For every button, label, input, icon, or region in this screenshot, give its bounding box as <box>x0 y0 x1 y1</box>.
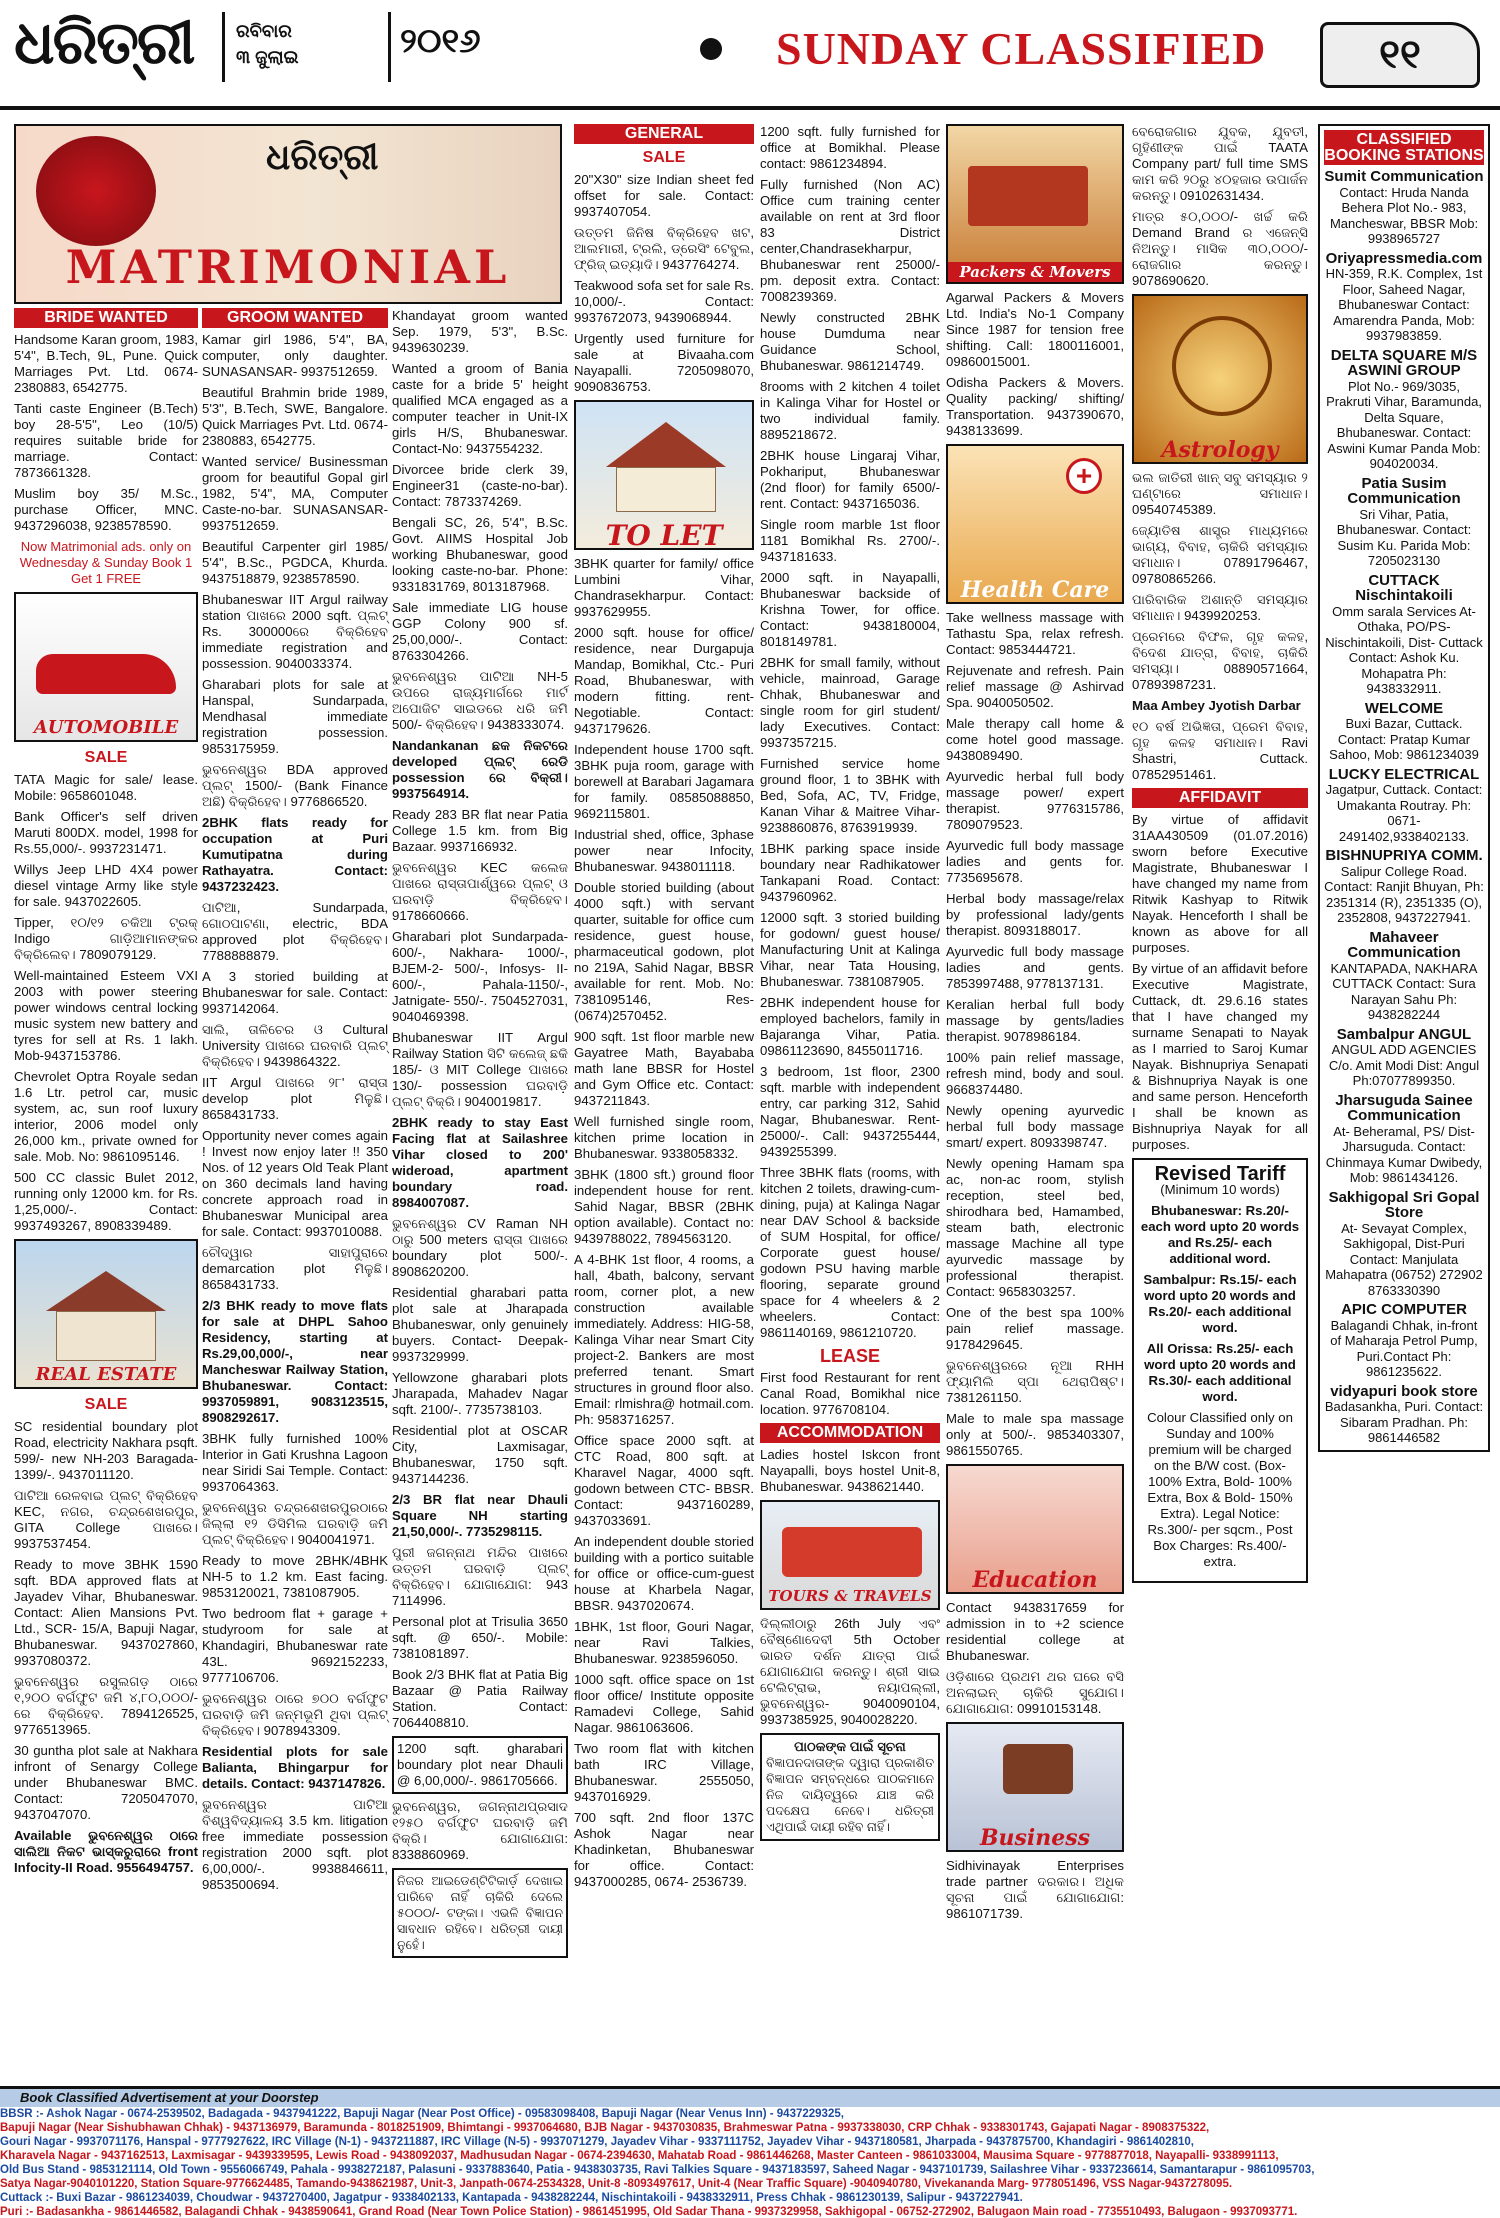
ad-text: Muslim boy 35/ M.Sc., purchase Officer, MNC. 9437296038, 9238578590. <box>14 486 198 533</box>
ad-text: ଭୁବନେଶ୍ୱର KEC କଲେଜ ପାଖରେ ରାସ୍ତାପାର୍ଶ୍ୱରେ ପ୍ଲଟ୍ ଓ ଘରବାଡ଼ି ବିକ୍ରିହେବ। 9178660666. <box>392 860 568 923</box>
issue-date <box>236 18 299 70</box>
bullet-icon <box>700 38 722 60</box>
ad-text: 3BHK fully furnished 100% Interior in Gati Krushna Lagoon near Siridi Sai Temple. Contact: 9937064363. <box>202 1431 388 1494</box>
tariff-title: Revised Tariff <box>1154 1163 1286 1185</box>
ad-text: Agarwal Packers & Movers Ltd. India's No-1 Company Since 1987 for tension free shifting. Call: 1800116001, 09860015001. <box>946 290 1124 369</box>
accommodation-heading: ACCOMMODATION <box>760 1423 940 1443</box>
station-name: Oriyapressmedia.com <box>1325 249 1483 267</box>
ad-text: 2BHK independent house for employed bachelors, family in Bajaranga Vihar, Patia. 09861123690, 8455011716. <box>760 995 940 1058</box>
ad-text: ବେରୋଜଗାର ଯୁବକ, ଯୁବତୀ, ଗୃହିଣୀଙ୍କ ପାଇଁ TAATA Company part/ full time SMS କାମ କରି ୨୦ରୁ ୪୦ହଜାର ଉପାର୍ଜନ କରନ୍ତୁ। 09102631434. <box>1132 124 1308 203</box>
station-address: At- Sevayat Complex, Sakhigopal, Dist-Puri Contact: Manjulata Mahapatra (06752) 272902 8763330390 <box>1325 1220 1483 1298</box>
booking-stations <box>1318 124 1490 1452</box>
ad-text: ଭୁବନେଶ୍ୱର ରସୁଲଗଡ଼ ଠାରେ ୧,୨୦୦ ବର୍ଗଫୁଟ ଜମି ୪,୮୦,୦୦୦/-ରେ ବିକ୍ରିହେବ. 7894126525, 9776513965. <box>14 1674 198 1737</box>
ad-text: ଭୁବନେଶ୍ୱର ଚନ୍ଦ୍ରଶେଖରପୁରଠାରେ ଜିଲ୍ଲା ୧୨ ଡିସିମିଲ ଘରବାଡ଼ି ଜମି ପ୍ଲଟ୍ ବିକ୍ରିହେବ। 9040041971. <box>202 1500 388 1547</box>
station-name: WELCOME <box>1364 699 1444 717</box>
ad-text: Beautiful Carpenter girl 1985/ 5'4", B.Sc., PGDCA, Khurda. 9437518879, 9238578590. <box>202 539 388 586</box>
ad-text: First food Restaurant for rent Canal Road, Bomikhal nice location. 9776708104. <box>760 1370 940 1417</box>
footer-row: Puri :- Badasankha - 9861446582, Balagandi Chhak - 9438590641, Grand Road (Near Town Police Station) - 9861451995, Old Sadar Thana - 9937329958, Sakhigopal - 06752-272902, Balugaon Main road - 7735510493, Balugaon - 9937093771. <box>0 2206 1298 2218</box>
health-care-image <box>946 444 1124 604</box>
column-3 <box>392 308 568 1963</box>
tariff-row: Colour Classified only on Sunday and 100% premium will be charged on the B/W cost. (Box-100% Extra, Bold- 100% Extra, Box & Bold- 150% Extra). Legal Notice: Rs.300/- per sqcm., Post Box Charges: Rs.400/- extra. <box>1147 1410 1293 1569</box>
issue-year: ୨୦୧୬ <box>400 22 481 60</box>
packers-image <box>946 124 1124 284</box>
section-title: SUNDAY CLASSIFIED <box>776 23 1267 74</box>
footer-doorstep <box>0 2086 1500 2218</box>
ad-text: Double storied building (about 4000 sqft.) with servant quarter, suitable for office cum residence, guest house, pharmaceutical godown, plot no 219A, Sahid Nagar, BBSR available for rent. Mob. No: 7381095146, Res- (0674)2570452. <box>574 880 754 1023</box>
station-address: HN-359, R.K. Complex, 1st Floor, Saheed Nagar, Bhubaneswar Contact: Amarendra Panda, Mob: 9937983859. <box>1325 266 1483 343</box>
ad-text: SC residential boundary plot Road, electricity Nakhara psqft. 599/- new NH-203 Baragada-1399/-. 9437011120. <box>14 1419 198 1482</box>
ad-text: Gharabari plot Sundarpada- 600/-, Nakhara- 1000/-, BJEM-2- 500/-, Infosys- II-600/-, Pahala-1150/-, Jatnigate- 550/-. 7504527031, 9040469398. <box>392 929 568 1024</box>
ad-text: ଜ୍ୟୋତିଷ ଶାସ୍ତ୍ର ମାଧ୍ୟମରେ ଭାଗ୍ୟ, ବିବାହ, ଚାକିରି ସମସ୍ୟାର ସମାଧାନ। 07891796467, 09780865266. <box>1132 523 1308 586</box>
ad-text: 3 bedroom, 1st floor, 2300 sqft. marble with independent entry, car parking 312, Sahid Nagar, Bhubaneswar. Rent- 25000/-. Call: 9437255444, 9439255399. <box>760 1064 940 1159</box>
ad-text: ପାଟିଆ, Sundarpada, ଗୋଠପାଟଣା, electric, BDA approved plot ବିକ୍ରିହେବ। 7788888879. <box>202 900 388 963</box>
ad-text: 1000 sqft. office space on 1st floor office/ Institute opposite Ramadevi College, Sahid Nagar. 9861063606. <box>574 1672 754 1735</box>
divider <box>388 12 391 82</box>
to-let-image <box>574 400 754 550</box>
ad-text: ସାଲି, ତାଳିଚେର ଓ Cultural University ପାଖରେ ଘରବାରି ପ୍ଲଟ୍ ବିକ୍ରିହେବ। 9439864322. <box>202 1022 388 1069</box>
ad-text: Residential gharabari patta plot sale at Jharapada Bhubaneswar, only genuinely buyers. Contact- Deepak-9937329999. <box>392 1285 568 1364</box>
footer-row: Cuttack :- Buxi Bazar - 9861234039, Choudwar - 9437270400, Jagatpur - 9338402133, Kantapada - 9438282244, Nischintakoili - 9438332911, Press Chhak - 9861230139, Salipur - 9437227941. <box>0 2192 1023 2204</box>
astro-name: Maa Ambey Jyotish Darbar <box>1132 698 1301 713</box>
ad-text: A 4-BHK 1st floor, 4 rooms, a hall, 4bath, balcony, servant room, corner plot, a new construction available immediately. Address: HIG-58, Kalinga Vihar near Smart City project-2. Bankers are most preferred tenant. Smart structures in ground floor also. Email: rlmishra@ hotmail.com. Ph: 9583716257. <box>574 1252 754 1427</box>
ad-text: ପୁରୀ ଜଗନ୍ନାଥ ମନ୍ଦିର ପାଖରେ ଉତ୍ତମ ଘରବାଡ଼ି ପ୍ଲଟ୍ ବିକ୍ରିହେବ। ଯୋଗାଯୋଗ: 943 7114996. <box>392 1545 568 1608</box>
ad-text: Ladies hostel Iskcon front Nayapalli, boys hostel Unit-8, Bhubaneswar. 9438621440. <box>760 1447 940 1494</box>
ad-text: Wanted service/ Businessman groom for beautiful Gopal girl 1982, 5'4", MA, Computer Caste-no-bar. SUNASANSAR- 9937512659. <box>202 454 388 533</box>
ad-text: ଓଡ଼ିଶାରେ ପ୍ରଥମ ଥର ଘରେ ବସି ଅନଲାଇନ୍ ଚାକିରି ସୁଯୋଗ। ଯୋଗାଯୋଗ: 09910153148. <box>946 1669 1124 1716</box>
car-icon <box>36 654 176 694</box>
automobile-caption: AUTOMOBILE <box>33 717 179 738</box>
ad-text: Teakwood sofa set for sale Rs. 10,000/-. Contact: 9937672073, 9439068944. <box>574 278 754 325</box>
real-estate-image <box>14 1239 198 1389</box>
ad-text: 2BHK ready to stay East Facing flat at Sailashree Vihar closed to 200' wideroad, apartment boundary road. 8984007087. <box>392 1115 568 1210</box>
ad-text: Yellowzone gharabari plots Jharapada, Mahadev Nagar sqft. 2100/-. 7735738103. <box>392 1370 568 1417</box>
astrology-image <box>1132 294 1308 464</box>
ad-text: Newly constructed 2BHK house Dumduma near Guidance School, Bhubaneswar. 9861214749. <box>760 310 940 373</box>
ad-text: Newly opening Hamam spa ac, non-ac room, stylish reception, steel bed, shirodhara bed, Hamambed, steam bath, electronic massage Machine all type ayurvedic massage by professional therapist. Contact: 9658303257. <box>946 1156 1124 1299</box>
ad-text: Take wellness massage with Tathastu Spa, relax refresh. Contact: 9853444721. <box>946 610 1124 657</box>
footer-row: Bapuji Nagar (Near Sishubhawan Chhak) - 9437136979, Baramunda - 8018251909, Bhimtangi - 9937064680, BJB Nagar - 9437030835, Brahmeswar Patna - 9937338030, CRP Chhak - 9338301743, Gajapati Nagar - 8908375322, <box>0 2122 1210 2134</box>
ad-text: Newly opening ayurvedic herbal full body massage smart/ expert. 8093398747. <box>946 1103 1124 1150</box>
ad-text: 1BHK parking space inside boundary near Radhikatower Tankapani Road. Contact: 9437960962. <box>760 841 940 904</box>
ad-text: Tanti caste Engineer (B.Tech) boy 28-5'5", Leo (10/5) requires suitable bride for marriage. Contact: 7873661328. <box>14 401 198 480</box>
ad-text: Kamar girl 1986, 5'4", BA, computer, only daughter. SUNASANSAR- 9937512659. <box>202 332 388 379</box>
column-5 <box>760 124 940 1841</box>
education-caption: Education <box>972 1567 1098 1593</box>
station-name: BISHNUPRIYA COMM. <box>1325 847 1483 864</box>
ad-text: 500 CC classic Bulet 2012, running only 12000 km. for Rs. 1,25,000/-. Contact: 9937493267, 8908339489. <box>14 1170 198 1233</box>
ad-text: Sale immediate LIG house GGP Colony 900 sf. 25,00,000/-. Contact: 8763304266. <box>392 600 568 663</box>
ad-text: Ready to move 2BHK/4BHK NH-5 to 1.2 km. East facing. 9853120021, 7381087905. <box>202 1553 388 1600</box>
ad-text: 2000 sqft. in Nayapalli, Bhubaneswar backside of Krishna Tower, for office. Contact: 9438180004, 8018149781. <box>760 570 940 649</box>
tariff-min: (Minimum 10 words) <box>1160 1182 1280 1197</box>
ad-text: Gharabari plots for sale at Hanspal, Sundarpada, Mendhasal immediate registration possession. 9853175959. <box>202 677 388 756</box>
ad-text: 1BHK, 1st floor, Gouri Nagar, near Ravi Talkies, Bhubaneswar. 9238596050. <box>574 1619 754 1666</box>
ad-text: Ready 283 BR flat near Patia College 1.5 km. from Big Bazaar. 9937166932. <box>392 807 568 854</box>
ad-text: ଚୌଦ୍ୱାର ସାହାପୁରାରେ demarcation plot ମିଳୁଛି। 8658431733. <box>202 1245 388 1292</box>
ad-text: Opportunity never comes again ! Invest now enjoy later !! 350 Nos. of 12 years Old Teak Plant on 360 decimals land having concrete approach road in Bhubaneswar Municipal area for sale. Contact: 9937010088. <box>202 1128 388 1239</box>
truck-icon <box>968 166 1088 226</box>
ad-text: ଭୁବନେଶ୍ୱରରେ ନୂଆ RHH ଫ୍ୟାମିଲି ସ୍ପା ଥେରାପିଷ୍ଟ। 7381261150. <box>946 1358 1124 1405</box>
business-image <box>946 1722 1124 1852</box>
ad-text: Male therapy call home & come hotel good massage. 9438089490. <box>946 716 1124 763</box>
station-address: Badasankha, Puri. Contact: Sibaram Pradhan. Ph: 9861446582 <box>1324 1399 1484 1445</box>
station-name: Sumit Communication <box>1324 168 1484 185</box>
ad-text: Bank Officer's self driven Maruti 800DX. model, 1998 for Rs.55,000/-. 9937231471. <box>14 809 198 856</box>
station-name: Mahaveer Communication <box>1347 928 1461 961</box>
ad-text: 1200 sqft. fully furnished for office at Bomikhal. Please contact: 9861234894. <box>760 124 940 171</box>
ad-text: ପ୍ରେମରେ ବିଫଳ, ଗୃହ କଳହ, ବିଦେଶ ଯାତ୍ରା, ବିବାହ, ଚାକିରି ସମସ୍ୟା। 08890571664, 07893987231. <box>1132 629 1308 692</box>
station-name: LUCKY ELECTRICAL <box>1328 765 1480 783</box>
reader-notice <box>760 1733 940 1841</box>
ad-text: Herbal body massage/relax by professional lady/gents therapist. 8093188017. <box>946 891 1124 938</box>
automobile-image <box>14 592 198 742</box>
zodiac-wheel-icon <box>1172 316 1272 416</box>
station-address: At- Beheramal, PS/ Dist- Jharsuguda. Contact: Chinmaya Kumar Dwibedy, Mob: 9861434126. <box>1325 1123 1483 1185</box>
ad-text: Handsome Karan groom, 1983, 5'4", B.Tech, 9L, Pune. Quick Marriages Pvt. Ltd. 0674-2380883, 6542775. <box>14 332 199 395</box>
bride-wanted-heading: BRIDE WANTED <box>14 308 198 328</box>
ad-text: An independent double storied building with a portico suitable for office or office-cum-guest house at Kharbela Nagar, BBSR. 9437020674. <box>574 1534 754 1613</box>
ad-text: Odisha Packers & Movers. Quality packing/ shifting/ Transportation. 9437390670, 9438133699. <box>946 375 1124 438</box>
station-name: vidyapuri book store <box>1330 1382 1478 1400</box>
ad-text: Independent house 1700 sqft. 3BHK puja room, garage with borewell at Barabari Jagamara for family. 08585088850, 9692115801. <box>574 742 754 821</box>
ad-text: Two room flat with kitchen bath IRC Village, Bhubaneswar. 2555050, 9437016929. <box>574 1741 754 1804</box>
affidavit-heading: AFFIDAVIT <box>1132 788 1308 808</box>
ad-text: 900 sqft. 1st floor marble new Gayatree Math, Bayababa math lane BBSR for Hostel and Gym Office etc. Contact: 9437211843. <box>574 1029 754 1108</box>
ad-text: Bhubaneswar IIT Argul Railway Station ସିଟି କଲେଜ୍ ଛକି 185/- ଓ MIT College ପାଖରେ 130/- possession ଘରବାଡ଼ି ପ୍ଲଟ୍ ବିକ୍ରି। 9040019817. <box>392 1030 568 1109</box>
station-name: DELTA SQUARE M/S ASWINI GROUP <box>1330 346 1478 379</box>
footer-row: Kharavela Nagar - 9437162513, Laxmisagar - 9439339595, Lewis Road - 9438092037, Madhusudan Nagar - 0674-2394630, Mahatab Road - 9861446268, Master Canteen - 9861033004, Mausima Square - 9778877018, Nayapalli- 9338991113, <box>0 2150 1279 2162</box>
bus-icon <box>782 1527 922 1577</box>
ad-text: ପାଟିଆ ରେଳବାଇ ପ୍ଲଟ୍ ବିକ୍ରିହେବ KEC, ନଗର, ଚନ୍ଦ୍ରଶେଖରପୁର, GITA College ପାଖରେ। 9937537454. <box>14 1488 198 1551</box>
education-image <box>946 1464 1124 1594</box>
ad-text: 2000 sqft. house for office/ residence, near Durgapuja Mandap, Bomikhal, Ctc.- Puri Road, Bhubaneswar, with modern fitting. rent-Negotiable. Contact: 9437179626. <box>574 625 754 736</box>
house-icon <box>606 422 726 467</box>
ad-text: Ayurvedic full body massage ladies and gents for. 7735695678. <box>946 838 1124 885</box>
station-name: CUTTACK Nischintakoili <box>1355 571 1453 604</box>
ad-text: Khandayat groom wanted Sep. 1979, 5'3", B.Sc. 9439630239. <box>392 308 568 355</box>
footer-row: Gouri Nagar - 9937071176, Hanspal - 9777927622, IRC Village (N-1) - 9437211887, IRC Village (N-5) - 9937071279, Jayadev Vihar - 9337111752, Jayadev Vihar - 9437180581, Jharpada - 9437875700, Khandagiri - 9861402810, <box>0 2136 1194 2148</box>
newspaper-logo: ଧରିତ୍ରୀ <box>14 8 194 78</box>
tariff-box <box>1132 1158 1308 1583</box>
real-estate-caption: REAL ESTATE <box>35 1364 177 1385</box>
ad-text: 100% pain relief massage, refresh mind, body and soul. 9668374480. <box>946 1050 1124 1097</box>
ad-text: ଭୁବନେଶ୍ୱର ପାଟିଆ NH-5 ଉପରେ ରାଜ୍ୟମାର୍ଗରେ ମାର୍ଟ ଅପୋଜିଟ ସାଇଡରେ ଧରି ଜମି 500/- ବିକ୍ରିହେବ। 9438333074. <box>392 669 568 732</box>
ad-text: ଭୁବନେଶ୍ୱର BDA approved ପ୍ଲଟ୍ 1500/- (Bank Finance ଅଛି) ବିକ୍ରିହେବ। 9776866520. <box>202 762 388 809</box>
station-address: Jagatpur, Cuttack. Contact: Umakanta Routray. Ph: 0671-2491402,9338402133. <box>1325 782 1483 844</box>
station-name: Jharsuguda Sainee Communication <box>1335 1091 1473 1124</box>
ad-text: Fully furnished (Non AC) Office cum training center available on rent at 3rd floor 83 District center,Chandrasekharpur, Bhubaneswar rent 25000/- pm. deposit extra. Contact: 7008239369. <box>760 177 940 304</box>
ad-text: Tipper, ୧୦/୧୨ ଚକିଆ ଟ୍ରକ୍ Indigo ଗାଡ଼ିଆମାନଙ୍କର ବିକ୍ରିଲେବ। 7809079129. <box>14 915 198 962</box>
ad-text: Sidhivinayak Enterprises trade partner ଦରକାର। ଅଧିକ ସୂଚନା ପାଇଁ ଯୋଗାଯୋଗ: 9861071739. <box>946 1858 1124 1921</box>
divider <box>222 12 225 82</box>
ad-text: Residential plots for sale Balianta, Bhingarpur for details. Contact: 9437147826. <box>202 1744 388 1791</box>
ad-text: 2BHK house Lingaraj Vihar, Pokhariput, Bhubaneswar (2nd floor) for family 6500/- rent. Contact: 9437165036. <box>760 448 940 511</box>
promo-text: Now Matrimonial ads. only on Wednesday & Sunday Book 1 Get 1 FREE <box>19 539 193 586</box>
footer-row: Old Bus Stand - 9853121114, Old Town - 9556066749, Pahala - 9938272187, Palasuni - 9337883640, Patia - 9438303735, Ravi Talkies Square - 9437183597, Saheed Nagar - 9437101739, Sailashree Vihar - 9337236614, Samantarapur - 9861095703, <box>0 2164 1315 2176</box>
column-6 <box>946 124 1124 1927</box>
ad-text: Furnished service home ground floor, 1 to 3BHK with Bed, Sofa, AC, TV, Fridge, Kanan Vihar & Maitree Vihar- 9238860876, 8763919939. <box>760 756 940 835</box>
footer-row: Satya Nagar-9040101220, Station Square-9776624485, Tamando-9438621987, Unit-3, Janpath-0674-2534328, Unit-8 -8093497617, Unit-4 (Near Traffic Square) -9040940780, Vivekananda Marg- 9778051496, VSS Nagar-9437278095. <box>0 2178 1233 2190</box>
ad-text: Willys Jeep LHD 4X4 power diesel vintage Army like style for sale. 9437022605. <box>14 862 198 909</box>
ad-text: Book 2/3 BHK flat at Patia Big Bazaar @ Patia Railway Station. Contact: 7064408810. <box>392 1667 568 1730</box>
to-let-caption: TO LET <box>605 519 723 550</box>
ad-text: ୧୦ ବର୍ଷ ଅଭିଜ୍ଞତା, ପ୍ରେମ ବିବାହ, ଗୃହ କଳହ ସମାଧାନ। Ravi Shastri, Cuttack. 07852951461. <box>1132 719 1308 782</box>
ad-text: ଭୁବନେଶ୍ୱର CV Raman NH ଠାରୁ 500 meters ରାସ୍ତା ପାଖରେ boundary plot 500/-. 8908620200. <box>392 1216 568 1279</box>
ad-text: ପାରିବାରିକ ଅଶାନ୍ତି ସମସ୍ୟାର ସମାଧାନ। 9439920253. <box>1132 592 1308 623</box>
tours-travels-caption: TOURS & TRAVELS <box>768 1587 932 1605</box>
ad-text: ଭୁବନେଶ୍ୱର ପାଟିଆ ବିଶ୍ୱବିଦ୍ୟାଳୟ 3.5 km. litigation free immediate possession registration 2000 sqft. plot 6,00,000/-. 9938846611, 9853500694. <box>202 1797 388 1892</box>
column-1 <box>14 308 198 1881</box>
ad-text: 12000 sqft. 3 storied building for godown/ guest house/ Manufacturing Unit at Kalinga Vihar, near Tata Housing, Bhubaneswar. 7381087905. <box>760 910 940 989</box>
tariff-row: Sambalpur: Rs.15/- each word upto 20 words and Rs.20/- each additional word. <box>1143 1272 1297 1335</box>
health-care-caption: Health Care <box>960 577 1110 603</box>
ad-text: One of the best spa 100% pain relief massage. 9178429645. <box>946 1305 1124 1352</box>
issue-date-text: ୩ ଜୁଲାଇ <box>236 47 299 67</box>
station-name: Sambalpur ANGUL <box>1336 1025 1472 1043</box>
ad-text: ଦିଲ୍ଲୀଠାରୁ 26th July ଏବଂ ବୈଷ୍ଣୋଦେବୀ 5th October ଭାରତ ଦର୍ଶନ ଯାତ୍ରା ପାଇଁ ଯୋଗାଯୋଗ କରନ୍ତୁ। ଶ୍ରୀ ସାଇ ଟେଲିଟ୍ରାଭ, ନୟାପଲ୍ଲୀ, ଭୁବନେଶ୍ୱର- 9040090104, 9937385925, 9040028220. <box>760 1616 940 1727</box>
station-name: Patia Susim Communication <box>1347 474 1461 507</box>
re-sale-heading: SALE <box>84 1396 128 1413</box>
ad-text: 8rooms with 2 kitchen 4 toilet in Kalinga Vihar for Hostel or two individual family. 8895218672. <box>760 379 940 442</box>
station-address: Sri Vihar, Patia, Bhubaneswar. Contact: Susim Ku. Parida Mob: 7205023130 <box>1336 506 1472 568</box>
page-number: ୧୧ <box>1320 22 1480 88</box>
ad-text: IIT Argul ପାଖରେ ୨୮' ରାସ୍ତା develop plot ମିଳୁଛି। 8658431733. <box>202 1075 388 1122</box>
ad-text: Urgently used furniture for sale at Bivaaha.com Nayapalli. 7205098070, 9090836753. <box>574 331 754 394</box>
ad-text: Rejuvenate and refresh. Pain relief massage @ Ashirvad Spa. 9040050502. <box>946 663 1124 710</box>
plus-icon: + <box>1066 458 1102 494</box>
ad-text: Contact 9438317659 for admission in to +2 science residential college at Bhubaneswar. <box>946 1600 1124 1663</box>
ad-text: A 3 storied building at Bhubaneswar for sale. Contact: 9937142064. <box>202 969 388 1016</box>
footer-row: BBSR :- Ashok Nagar - 0674-2539502, Badagada - 9437941222, Bapuji Nagar (Near Post Office) - 09583098408, Bapuji Nagar (Near Venus Inn) - 9437229325, <box>0 2108 844 2120</box>
station-address: Buxi Bazar, Cuttack. Contact: Pratap Kumar Sahoo, Mob: 9861234039 <box>1329 716 1479 762</box>
station-address: Contact: Hruda Nanda Behera Plot No.- 983, Mancheswar, BBSR Mob: 9938965727 <box>1329 184 1479 246</box>
briefcase-icon <box>1003 1744 1073 1794</box>
ad-text: ଭଲ ଜାତିରୀ ଖାନ୍ ସବୁ ସମସ୍ୟାର ୨ ଘଣ୍ଟାରେ ସମାଧାନ। 09540745389. <box>1132 470 1308 517</box>
ad-text: Well furnished single room, kitchen prime location in Bhubaneswar. 9338058332. <box>574 1114 754 1161</box>
tours-travels-image <box>760 1500 940 1610</box>
ad-text: TATA Magic for sale/ lease. Mobile: 9658601048. <box>14 772 198 803</box>
ad-text: 30 guntha plot sale at Nakhara infront of Senargy College under Bhubaneswar BMC. Contact: 7205047070, 9437047070. <box>14 1743 198 1822</box>
ad-text: 2/3 BHK ready to move flats for sale at DHPL Sahoo Residency, starting at Rs.29,00,000/-, near Mancheswar Railway Station, Bhubaneswar. Contact: 9937059891, 9083123515, 8908292617. <box>202 1298 388 1425</box>
ad-text: Office space 2000 sqft. at CTC Road, 800 sqft. at Kharavel Nagar, 4000 sqft. godown between CTC- BBSR. Contact: 9437160289, 9437033691. <box>574 1433 754 1528</box>
ad-text: ଭୁବନେଶ୍ୱର ଠାରେ ୭୦୦ ବର୍ଗଫୁଟ ଘରବାଡ଼ି ଜମି ଜନ୍ମଭୂମି ଥିବା ପ୍ଲଟ୍ ବିକ୍ରିହେବ। 9078943309. <box>202 1691 388 1738</box>
station-address: Omm sarala Services At- Othaka, PO/PS- Nischintakoili, Dist- Cuttack Contact: Ashok Ku. Mohapatra Ph: 9438332911. <box>1325 603 1483 696</box>
ad-text: Ayurvedic herbal full body massage power/ expert therapist. 9776315786, 7809079523. <box>946 769 1124 832</box>
warning-notice: ନିଜର ଆଇଡେଣ୍ଟିଟିକାର୍ଡ଼ ଦେଖାଇ ପାରିବେ ନାହିଁ ଚାକିରି ଦେଲେ ୫୦୦୦/- ଟଙ୍କା। ଏଭଳି ବିଜ୍ଞାପନ ସାବଧାନ ରହିବେ। ଧରିତ୍ରୀ ଦାୟୀ ନୁହେଁ। <box>392 1868 568 1958</box>
house-icon <box>46 1271 166 1311</box>
packers-caption: Packers & Movers <box>948 262 1122 282</box>
ad-text: 2BHK for small family, without vehicle, mainroad, Garage Chhak, Bhubaneswar and single room for girl student/ lady Executives. Contact: 9937357215. <box>760 655 940 750</box>
ad-text: Single room marble 1st floor 1181 Bomikhal Rs. 2700/-. 9437181633. <box>760 517 940 564</box>
ad-text: Chevrolet Optra Royale sedan 1.6 Ltr. petrol car, music system, ac, sun roof luxury interior, 2006 model only 26,000 km., private owned for sale. Mob. No: 9861095146. <box>14 1069 198 1164</box>
ad-text: Available ଭୁବନେଶ୍ୱର ଠାରେ ସାଲିଆ ନିକଟ ଭାସ୍କରୁରାରେ front Infocity-II Road. 9556494757. <box>14 1828 198 1875</box>
ad-text: 3BHK (1800 sft.) ground floor independent house for rent. Sahid Nagar, BBSR (2BHK option available). Contact no: 9439788022, 7894563120. <box>574 1167 754 1246</box>
ad-text: Residential plot at OSCAR City, Laxmisagar, Bhubaneswar, 1750 sqft. 9437144236. <box>392 1423 568 1486</box>
house-wall <box>56 1311 156 1361</box>
ad-text: Industrial shed, office, 3phase power near Infocity, Bhubaneswar. 9438011118. <box>574 827 754 874</box>
ad-text: Male to male spa massage only at 500/-. 9853403307, 9861550765. <box>946 1411 1124 1458</box>
general-sale-heading: SALE <box>642 149 686 166</box>
ad-text: Well-maintained Esteem VXI 2003 with power steering power windows central locking music system new battery and tyres for sell at Rs. 1 lakh. Mob-9437153786. <box>14 968 198 1063</box>
ad-text: Divorcee bride clerk 39, Engineer31 (caste-no-bar). Contact: 7873374269. <box>392 462 568 509</box>
column-4 <box>574 124 754 1895</box>
matrimonial-banner <box>14 124 562 304</box>
ad-text: Three 3BHK flats (rooms, with kitchen 2 toilets, drawing-cum-dining, puja) at Kalinga Nagar near DAV School & backside of SUM Hospital, for office/ Corporate guest house/ godown PSU having marble flooring, separate ground space for 4 wheelers & 2 wheelers. Contact: 9861140169, 9861210720. <box>760 1165 940 1340</box>
station-name: Sakhigopal Sri Gopal Store <box>1328 1188 1480 1221</box>
banner-logo: ଧରିତ୍ରୀ <box>266 136 379 178</box>
reader-notice-text: ବିଜ୍ଞାପନଦାତାଙ୍କ ଦ୍ୱାରା ପ୍ରକାଶିତ ବିଜ୍ଞାପନ ସମ୍ବନ୍ଧରେ ପାଠକମାନେ ନିଜ ଦାୟିତ୍ୱରେ ଯାଞ୍ଚ କରି ପଦକ୍ଷେପ ନେବେ। ଧରିତ୍ରୀ ଏଥିପାଇଁ ଦାୟୀ ରହିବ ନାହିଁ। <box>766 1756 934 1834</box>
ad-text: Wanted a groom of Bania caste for a bride 5' height qualified MCA engaged as a computer teacher in Unit-IX girls H/S, Bhubaneswar. Contact-No: 9437554232. <box>392 361 568 456</box>
house-wall <box>616 467 716 512</box>
tariff-row: Bhubaneswar: Rs.20/- each word upto 20 words and Rs.25/- each additional word. <box>1140 1203 1300 1266</box>
station-address: Salipur College Road. Contact: Ranjit Bhuyan, Ph: 2351314 (R), 2351335 (O), 2352808, 9437227941. <box>1324 863 1484 925</box>
ad-text: By virtue of an affidavit before Executive Magistrate, Cuttack, dt. 29.6.16 states that I have changed my surname Senapati to Nayak as I married to Saroj Kumar Nayak. Bishnupriya Senapati & Bishnupriya Nayak is one and same person. Henceforth I shall be known as Bishnupriya Nayak for all purposes. <box>1132 961 1308 1152</box>
issue-day: ରବିବାର <box>236 21 292 41</box>
reader-notice-title: ପାଠକଙ୍କ ପାଇଁ ସୂଚନା <box>794 1739 906 1754</box>
ad-text: 3BHK quarter for family/ office Lumbini Vihar, Chandrasekharpur. Contact: 9937629955. <box>574 556 754 619</box>
column-2 <box>202 308 388 1898</box>
column-7 <box>1132 124 1308 1583</box>
ad-text: 1200 sqft. gharabari boundary plot near Dhauli @ 6,00,000/-. 9861705666. <box>392 1736 568 1794</box>
ad-text: Keralian herbal full body massage by gents/ladies therapist. 9078986184. <box>946 997 1124 1044</box>
ad-text: Bengali SC, 26, 5'4", B.Sc. Govt. AIIMS Hospital Job working Bhubaneswar, good looking caste-no-bar. Phone: 9331831769, 8013187968. <box>392 515 568 594</box>
ad-text: Ready to move 3BHK 1590 sqft. BDA approved flats at Jayadev Vihar, Bhubaneswar. Contact: Alien Mansions Pvt. Ltd., SCR- 15/A, Bapuji Nagar, Bhubaneswar. 9437027860, 9937080372. <box>14 1557 198 1668</box>
lease-heading: LEASE <box>819 1346 880 1366</box>
ad-text: 700 sqft. 2nd floor 137C Ashok Nagar near Khadinketan, Bhubaneswar for office. Contact: 9437000285, 0674- 2536739. <box>574 1810 754 1889</box>
ad-text: Ayurvedic full body massage ladies and gents. 7853997488, 9778137131. <box>946 944 1124 991</box>
ad-text: Nandankanan ଛକ ନିକଟରେ developed ପ୍ଲଟ୍ ରେଡି possession ରେ ବିକ୍ରୀ। 9937564914. <box>392 738 568 801</box>
business-caption: Business <box>979 1825 1091 1851</box>
booking-stations-heading: CLASSIFIED BOOKING STATIONS <box>1324 131 1484 164</box>
ad-text: 2BHK flats ready for occupation at Puri Kumutipatna during Rathayatra. Contact: 9437232423. <box>202 815 388 894</box>
ad-text: ଉତ୍ତମ ଜିନିଷ ବିକ୍ରିହେବ ଖଟ, ଆଲମାରୀ, ଟ୍ରଲି, ଡ୍ରେସିଂ ଟେବୁଲ, ଫ୍ରିଜ୍ ଇତ୍ୟାଦି। 9437764274. <box>574 225 754 272</box>
stations-list <box>1324 169 1484 1446</box>
bride-image <box>36 136 156 246</box>
banner-title: MATRIMONIAL <box>65 240 511 294</box>
ad-text: By virtue of affidavit 31AA430509 (01.07.2016) sworn before Executive Magistrate, Bhubaneswar I have changed my name from Ritwik Kashyap to Ritwik Nayak. Henceforth I shall be known as above for all purposes. <box>1132 812 1308 955</box>
footer-title-bar <box>0 2089 1500 2107</box>
astrology-caption: Astrology <box>1161 437 1279 463</box>
station-address: KANTAPADA, NAKHARA CUTTACK Contact: Sura Narayan Sahu Ph: 9438282244 <box>1330 960 1478 1022</box>
station-address: ANGUL ADD AGENCIES C/o. Amit Modi Dist: Angul Ph:07077899350. <box>1328 1042 1480 1088</box>
ad-text: Bhubaneswar IIT Argul railway station ପାଖରେ 2000 sqft. ପ୍ଲଟ୍ Rs. 300000ରେ ବିକ୍ରିହେବ immediate registration and possession. 9040033374. <box>202 592 388 671</box>
ad-text: 20"X30" size Indian sheet fed offset for sale. Contact: 9937407054. <box>574 172 754 219</box>
tariff-row: All Orissa: Rs.25/- each word upto 20 words and Rs.30/- each additional word. <box>1144 1341 1296 1404</box>
station-address: Plot No.- 969/3035, Prakruti Vihar, Baramunda, Delta Square, Bhubaneswar. Contact: Aswini Kumar Panda Mob: 904020034. <box>1326 378 1482 471</box>
ad-text: 2/3 BR flat near Dhauli Square NH starting 21,50,000/-. 7735298115. <box>392 1492 568 1539</box>
ad-text: ମାତ୍ର ୫୦,୦୦୦/- ଖର୍ଚ୍ଚ କରି Demand Brand ର ଏଜେନ୍ସି ନିଅନ୍ତୁ। ମାସିକ ୩୦,୦୦୦/- ରୋଜଗାର କରନ୍ତୁ। 9078690620. <box>1132 209 1308 288</box>
station-address: Balagandi Chhak, in-front of Maharaja Petrol Pump, Puri.Contact Ph: 9861235622. <box>1330 1317 1478 1379</box>
ad-text: Personal plot at Trisulia 3650 sqft. @ 650/-. Mobile: 7381081897. <box>392 1614 568 1661</box>
station-name: APIC COMPUTER <box>1341 1301 1467 1318</box>
ad-text: ଭୁବନେଶ୍ୱର, ଜଗନ୍ନାଥପ୍ରସାଦ ୧୨୫୦ ବର୍ଗଫୁଟ ଘରବାଡ଼ି ଜମି ବିକ୍ରି। ଯୋଗାଯୋଗ: 8338860969. <box>392 1799 568 1862</box>
footer-title: Book Classified Advertisement at your Doorstep <box>20 2090 319 2105</box>
groom-wanted-heading: GROOM WANTED <box>202 308 388 328</box>
auto-sale-heading: SALE <box>84 749 128 766</box>
ad-text: Two bedroom flat + garage + studyroom for sale at Khandagiri, Bhubaneswar rate 43L. 9692152233, 9777106706. <box>202 1606 388 1685</box>
general-heading: GENERAL <box>574 124 754 144</box>
ad-text: Beautiful Brahmin bride 1989, 5'3", B.Tech, SWE, Bangalore. Quick Marriages Pvt. Ltd. 0674-2380883, 6542775. <box>202 385 388 448</box>
masthead <box>0 0 1500 110</box>
